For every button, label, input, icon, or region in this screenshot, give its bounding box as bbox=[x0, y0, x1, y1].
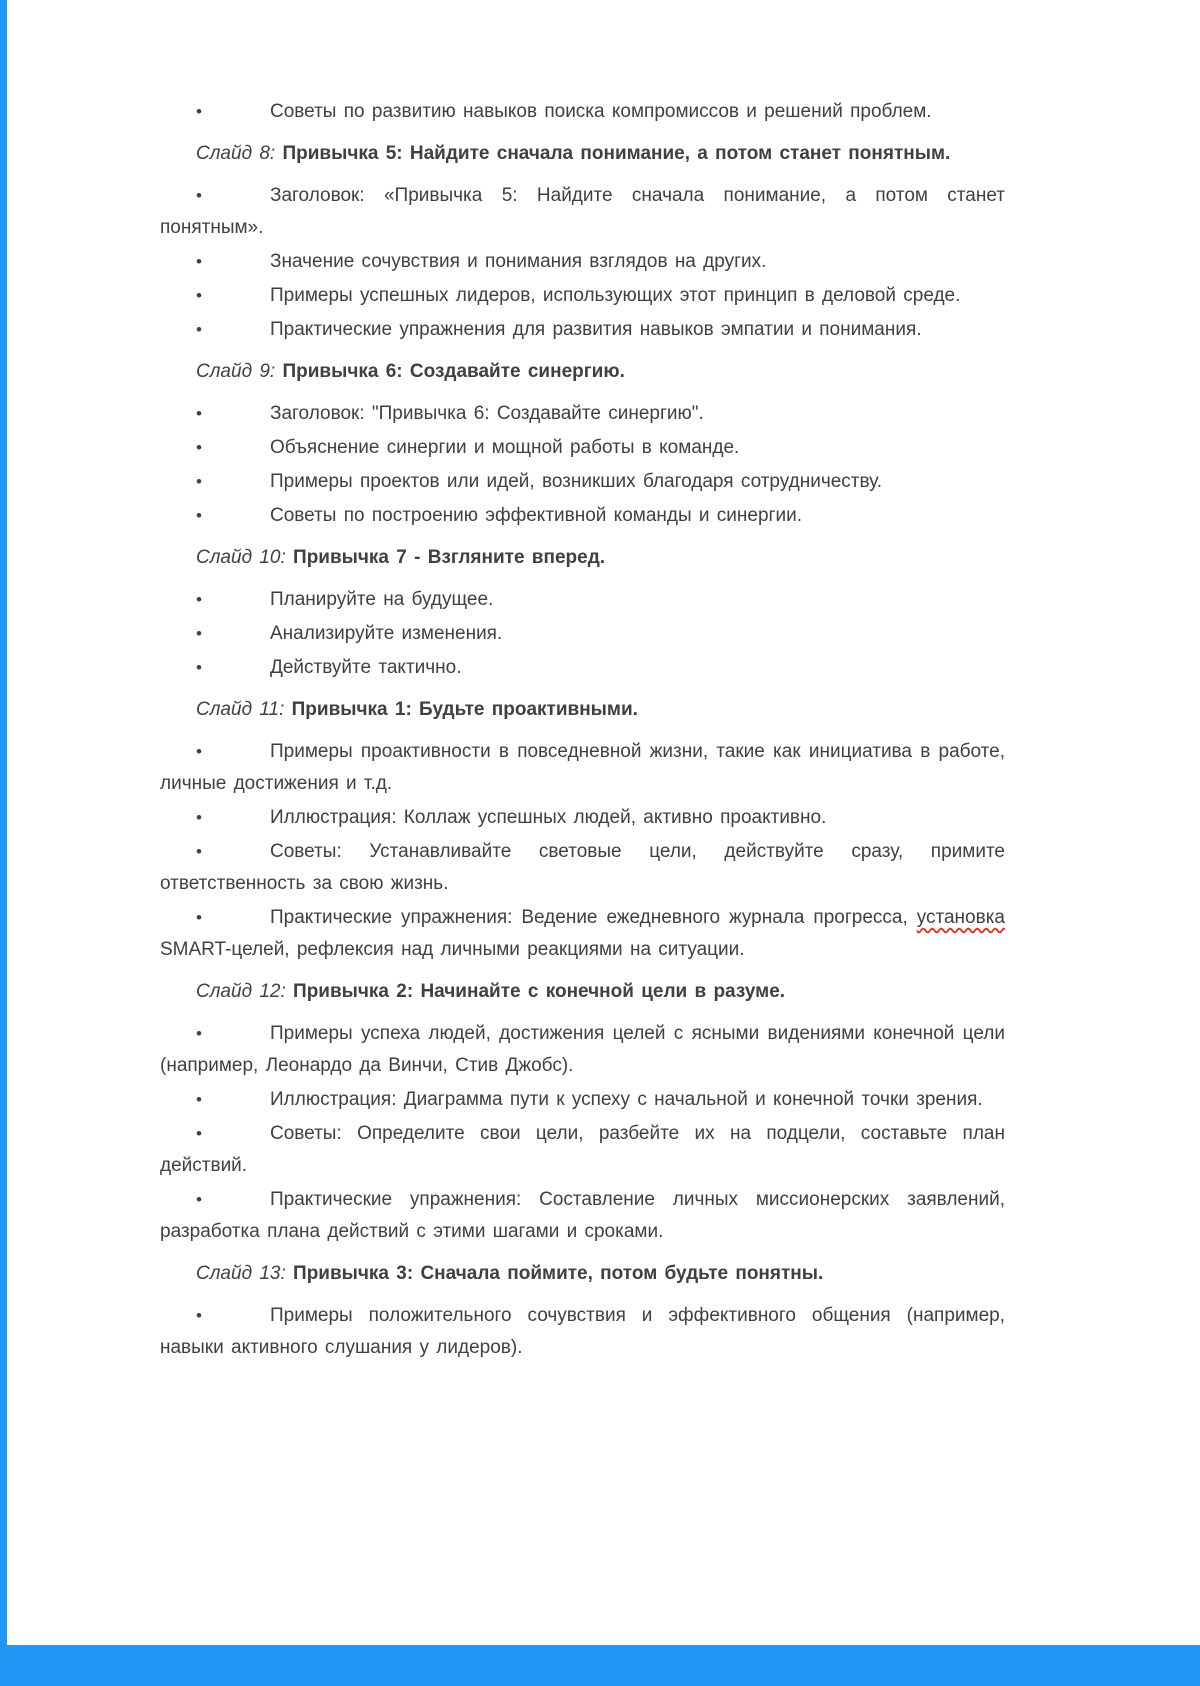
bullet-text: Объяснение синергии и мощной работы в команде. bbox=[270, 437, 740, 458]
slide-heading bbox=[160, 976, 1005, 1008]
bullet-text bbox=[160, 907, 1005, 960]
slide-heading-title: Привычка 6: Создавайте синергию. bbox=[282, 361, 625, 382]
bullet-item bbox=[160, 1018, 1005, 1082]
slide-heading-title: Привычка 3: Сначала поймите, потом будьте понятны. bbox=[293, 1263, 824, 1284]
bullet-item bbox=[160, 736, 1005, 800]
slide-heading-title: Привычка 5: Найдите сначала понимание, а потом станет понятным. bbox=[282, 143, 951, 164]
bullet-text: Заголовок: "Привычка 6: Создавайте синергию". bbox=[270, 403, 704, 424]
bullet-item bbox=[160, 500, 1005, 532]
left-border-bar bbox=[0, 0, 7, 1686]
bullet-text: Примеры проектов или идей, возникших благодаря сотрудничеству. bbox=[270, 471, 883, 492]
slide-heading bbox=[160, 1258, 1005, 1290]
bullet-text: Анализируйте изменения. bbox=[270, 623, 503, 644]
bullet-icon: • bbox=[196, 742, 202, 761]
bullet-text: Советы по развитию навыков поиска компромиссов и решений проблем. bbox=[270, 101, 932, 122]
bullet-item bbox=[160, 902, 1005, 966]
slide-heading-prefix: Слайд 12: bbox=[196, 981, 294, 1002]
bullet-icon: • bbox=[196, 908, 202, 927]
bullet-icon: • bbox=[196, 1306, 202, 1325]
bullet-icon: • bbox=[196, 102, 202, 121]
bullet-text: Практические упражнения: Составление личных миссионерских заявлений, разработка плана действий с этими шагами и сроками. bbox=[160, 1189, 1005, 1242]
bullet-item bbox=[160, 836, 1005, 900]
bullet-icon: • bbox=[196, 808, 202, 827]
bullet-text: Примеры положительного сочувствия и эффективного общения (например, навыки активного слушания у лидеров). bbox=[160, 1305, 1005, 1358]
bullet-icon: • bbox=[196, 404, 202, 423]
bullet-item bbox=[160, 652, 1005, 684]
bullet-icon: • bbox=[196, 658, 202, 677]
slide-heading bbox=[160, 138, 1005, 170]
slide-heading bbox=[160, 694, 1005, 726]
bullet-item bbox=[160, 432, 1005, 464]
bullet-text: Советы: Определите свои цели, разбейте их на подцели, составьте план действий. bbox=[160, 1123, 1005, 1176]
bullet-icon: • bbox=[196, 320, 202, 339]
bullet-item bbox=[160, 280, 1005, 312]
bullet-text: Примеры проактивности в повседневной жизни, такие как инициатива в работе, личные достижения и т.д. bbox=[160, 741, 1005, 794]
bullet-icon: • bbox=[196, 1124, 202, 1143]
bottom-border-bar bbox=[0, 1645, 1200, 1686]
slide-heading bbox=[160, 356, 1005, 388]
bullet-item bbox=[160, 618, 1005, 650]
bullet-item bbox=[160, 246, 1005, 278]
bullet-text: Советы по построению эффективной команды и синергии. bbox=[270, 505, 802, 526]
bullet-text: Советы: Устанавливайте световые цели, действуйте сразу, примите ответственность за свою жизнь. bbox=[160, 841, 1005, 894]
bullet-text: Заголовок: «Привычка 5: Найдите сначала понимание, а потом станет понятным». bbox=[160, 185, 1005, 238]
bullet-text: Планируйте на будущее. bbox=[270, 589, 494, 610]
bullet-item bbox=[160, 1084, 1005, 1116]
bullet-icon: • bbox=[196, 252, 202, 271]
slide-heading-prefix: Слайд 8: bbox=[196, 143, 283, 164]
bullet-text: Примеры успеха людей, достижения целей с ясными видениями конечной цели (например, Леонардо да Винчи, Стив Джобс). bbox=[160, 1023, 1005, 1076]
slide-heading-prefix: Слайд 10: bbox=[196, 547, 294, 568]
bullet-icon: • bbox=[196, 438, 202, 457]
bullet-text: Иллюстрация: Коллаж успешных людей, активно проактивно. bbox=[270, 807, 827, 828]
spell-error-word: установка bbox=[916, 907, 1005, 928]
bullet-item bbox=[160, 398, 1005, 430]
bullet-text: Действуйте тактично. bbox=[270, 657, 462, 678]
bullet-text: Иллюстрация: Диаграмма пути к успеху с начальной и конечной точки зрения. bbox=[270, 1089, 983, 1110]
bullet-text: Значение сочувствия и понимания взглядов на других. bbox=[270, 251, 767, 272]
bullet-icon: • bbox=[196, 186, 202, 205]
slide-heading-prefix: Слайд 13: bbox=[196, 1263, 294, 1284]
bullet-item bbox=[160, 1184, 1005, 1248]
slide-heading bbox=[160, 542, 1005, 574]
bullet-text: Практические упражнения для развития навыков эмпатии и понимания. bbox=[270, 319, 922, 340]
bullet-item bbox=[160, 180, 1005, 244]
bullet-item bbox=[160, 96, 1005, 128]
text-span: SMART-целей, рефлексия над личными реакциями на ситуации. bbox=[160, 939, 745, 960]
bullet-item bbox=[160, 1118, 1005, 1182]
text-span: Практические упражнения: Ведение ежедневного журнала прогресса, bbox=[270, 907, 917, 928]
bullet-icon: • bbox=[196, 506, 202, 525]
slide-heading-prefix: Слайд 9: bbox=[196, 361, 283, 382]
bullet-icon: • bbox=[196, 842, 202, 861]
bullet-icon: • bbox=[196, 1190, 202, 1209]
bullet-item bbox=[160, 1300, 1005, 1364]
bullet-text: Примеры успешных лидеров, использующих этот принцип в деловой среде. bbox=[270, 285, 961, 306]
slide-heading-title: Привычка 2: Начинайте с конечной цели в разуме. bbox=[293, 981, 786, 1002]
bullet-icon: • bbox=[196, 590, 202, 609]
bullet-icon: • bbox=[196, 1024, 202, 1043]
bullet-item bbox=[160, 802, 1005, 834]
slide-heading-title: Привычка 1: Будьте проактивными. bbox=[291, 699, 638, 720]
bullet-icon: • bbox=[196, 624, 202, 643]
slide-heading-prefix: Слайд 11: bbox=[196, 699, 292, 720]
bullet-item bbox=[160, 584, 1005, 616]
slide-heading-title: Привычка 7 - Взгляните вперед. bbox=[293, 547, 606, 568]
bullet-icon: • bbox=[196, 1090, 202, 1109]
document-body bbox=[160, 96, 1005, 1366]
bullet-icon: • bbox=[196, 286, 202, 305]
bullet-item bbox=[160, 314, 1005, 346]
bullet-icon: • bbox=[196, 472, 202, 491]
bullet-item bbox=[160, 466, 1005, 498]
